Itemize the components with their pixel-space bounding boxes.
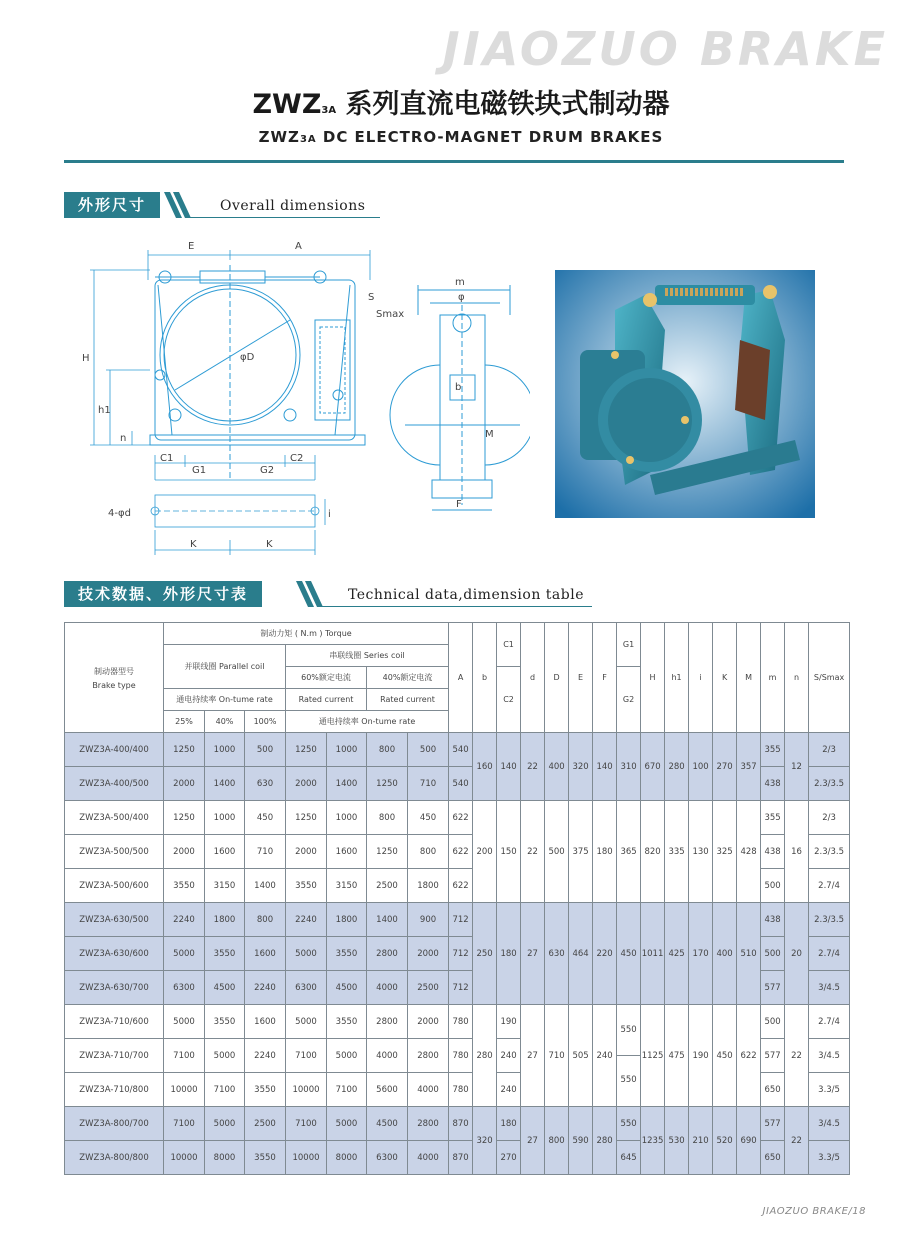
cell: 8000	[205, 1141, 245, 1175]
cell: 4500	[327, 971, 367, 1005]
cell-d: 27	[521, 1005, 545, 1107]
header-F: F	[593, 623, 617, 733]
cell: 1000	[327, 733, 367, 767]
cell-s: 2/3	[809, 733, 850, 767]
cell: 710	[408, 767, 449, 801]
dim-label-F: F	[456, 499, 462, 510]
header-A: A	[449, 623, 473, 733]
cell-s: 2.3/3.5	[809, 835, 850, 869]
cell: 7100	[164, 1107, 205, 1141]
header-S: S/Smax	[809, 623, 850, 733]
cell: 1600	[205, 835, 245, 869]
cell: 2240	[245, 1039, 286, 1073]
cell: 630	[245, 767, 286, 801]
dim-label-d: 4-φd	[108, 508, 131, 519]
header-E: E	[569, 623, 593, 733]
header-h1: h1	[665, 623, 689, 733]
dim-label-S: S	[368, 292, 375, 303]
cell: 5000	[286, 937, 327, 971]
cell: 800	[367, 801, 408, 835]
cell: 3550	[245, 1073, 286, 1107]
cell-m: 650	[761, 1141, 785, 1175]
cell: 1800	[327, 903, 367, 937]
cell: 7100	[205, 1073, 245, 1107]
cell-E: 375	[569, 801, 593, 903]
cell: 1400	[205, 767, 245, 801]
title-model-sub: 3A	[321, 105, 337, 116]
cell: 1600	[245, 937, 286, 971]
dim-label-E: E	[188, 241, 195, 252]
section-overall-dimensions	[64, 192, 384, 218]
cell-type: ZWZ3A-400/400	[65, 733, 164, 767]
title-model: ZWZ	[252, 89, 322, 120]
cell-A: 712	[449, 903, 473, 937]
cell: 3550	[327, 1005, 367, 1039]
section-label-en: Overall dimensions	[220, 198, 366, 214]
cell: 10000	[286, 1141, 327, 1175]
cell: 5600	[367, 1073, 408, 1107]
cell-n: 20	[785, 903, 809, 1005]
header-K: K	[713, 623, 737, 733]
cell-D: 400	[545, 733, 569, 801]
header-series-coil: 串联线圈 Series coil	[286, 645, 449, 667]
cell-m: 500	[761, 937, 785, 971]
cell-m: 438	[761, 835, 785, 869]
product-photo	[555, 270, 815, 518]
cell-s: 2.7/4	[809, 937, 850, 971]
cell: 800	[367, 733, 408, 767]
cell-D: 800	[545, 1107, 569, 1175]
cell-type: ZWZ3A-710/600	[65, 1005, 164, 1039]
cell-n: 16	[785, 801, 809, 903]
cell: 2800	[367, 937, 408, 971]
cell-C: 180	[497, 903, 521, 1005]
cell: 1600	[245, 1005, 286, 1039]
cell-F: 240	[593, 1005, 617, 1107]
cell-m: 577	[761, 971, 785, 1005]
header-D: D	[545, 623, 569, 733]
cell-type: ZWZ3A-630/500	[65, 903, 164, 937]
table-row	[65, 733, 850, 767]
cell-m: 438	[761, 767, 785, 801]
dim-label-b: b	[455, 382, 462, 393]
table-row	[65, 1107, 850, 1141]
cell-A: 870	[449, 1141, 473, 1175]
header-H: H	[641, 623, 665, 733]
table-row	[65, 1005, 850, 1039]
cell-type: ZWZ3A-710/800	[65, 1073, 164, 1107]
cell: 5000	[164, 937, 205, 971]
dim-label-K2: K	[266, 539, 273, 550]
header-n: n	[785, 623, 809, 733]
cell: 2240	[245, 971, 286, 1005]
cell: 1250	[164, 733, 205, 767]
cell: 500	[408, 733, 449, 767]
cell-s: 3/4.5	[809, 1107, 850, 1141]
cell: 1400	[367, 903, 408, 937]
cell-s: 3.3/5	[809, 1141, 850, 1175]
cell-m: 355	[761, 801, 785, 835]
cell-A: 870	[449, 1107, 473, 1141]
slash-decoration-icon	[292, 581, 324, 607]
section-underline	[188, 217, 380, 218]
cell-K: 520	[713, 1107, 737, 1175]
cell-E: 320	[569, 733, 593, 801]
cell-G: 310	[617, 733, 641, 801]
cell: 1250	[367, 767, 408, 801]
cell-F: 280	[593, 1107, 617, 1175]
dim-label-h1: h1	[98, 405, 111, 416]
page-title-cn	[0, 82, 922, 121]
cell-i: 210	[689, 1107, 713, 1175]
header-b: b	[473, 623, 497, 733]
cell: 900	[408, 903, 449, 937]
cell-s: 3.3/5	[809, 1073, 850, 1107]
cell: 2500	[245, 1107, 286, 1141]
cell: 3550	[205, 1005, 245, 1039]
cell-D: 710	[545, 1005, 569, 1107]
cell-F: 220	[593, 903, 617, 1005]
cell: 1000	[205, 733, 245, 767]
cell-h1: 475	[665, 1005, 689, 1107]
cell: 3550	[327, 937, 367, 971]
table-row	[65, 801, 850, 835]
cell: 1800	[205, 903, 245, 937]
cell-h1: 335	[665, 801, 689, 903]
page-title-en	[0, 128, 922, 146]
cell-A: 540	[449, 767, 473, 801]
header-G2: G2	[617, 667, 641, 733]
cell: 3550	[205, 937, 245, 971]
cell: 7100	[164, 1039, 205, 1073]
header-rated-40: 40%额定电流	[367, 667, 449, 689]
dim-label-m: m	[455, 277, 465, 288]
cell: 1250	[367, 835, 408, 869]
cell-F: 180	[593, 801, 617, 903]
cell-s: 2.3/3.5	[809, 903, 850, 937]
cell: 2800	[367, 1005, 408, 1039]
section-label-cn: 技术数据、外形尺寸表	[64, 581, 262, 607]
cell-type: ZWZ3A-630/700	[65, 971, 164, 1005]
cell-G: 365	[617, 801, 641, 903]
cell-m: 577	[761, 1039, 785, 1073]
brand-watermark: JIAOZUO BRAKE	[442, 22, 888, 76]
cell: 10000	[286, 1073, 327, 1107]
cell-s: 2.7/4	[809, 1005, 850, 1039]
cell-A: 622	[449, 869, 473, 903]
cell: 1400	[327, 767, 367, 801]
dimension-drawing	[80, 235, 530, 565]
cell: 5000	[205, 1039, 245, 1073]
header-m: m	[761, 623, 785, 733]
cell: 5000	[327, 1039, 367, 1073]
cell-A: 780	[449, 1005, 473, 1039]
cell-type: ZWZ3A-630/600	[65, 937, 164, 971]
cell: 5000	[205, 1107, 245, 1141]
cell-G: 550	[617, 1107, 641, 1141]
cell-m: 355	[761, 733, 785, 767]
cell: 1250	[286, 801, 327, 835]
cell-M: 357	[737, 733, 761, 801]
cell: 6300	[286, 971, 327, 1005]
cell: 2000	[164, 835, 205, 869]
cell: 1600	[327, 835, 367, 869]
header-parallel-coil: 并联线圈 Parallel coil	[164, 645, 286, 689]
cell: 450	[245, 801, 286, 835]
cell-M: 690	[737, 1107, 761, 1175]
cell-n: 22	[785, 1107, 809, 1175]
cell: 4500	[367, 1107, 408, 1141]
cell-s: 2.3/3.5	[809, 767, 850, 801]
cell-h1: 425	[665, 903, 689, 1005]
section-technical-data	[64, 581, 594, 607]
cell-K: 270	[713, 733, 737, 801]
cell: 7100	[286, 1039, 327, 1073]
header-C1: C1	[497, 623, 521, 667]
cell: 10000	[164, 1073, 205, 1107]
cell-type: ZWZ3A-800/800	[65, 1141, 164, 1175]
cell: 1800	[408, 869, 449, 903]
cell-C: 180	[497, 1107, 521, 1141]
header-C2: C2	[497, 667, 521, 733]
cell-G-split	[617, 1005, 641, 1107]
cell-D: 500	[545, 801, 569, 903]
cell-s: 3/4.5	[809, 971, 850, 1005]
cell-d: 27	[521, 903, 545, 1005]
cell-b: 200	[473, 801, 497, 903]
cell-type: ZWZ3A-500/400	[65, 801, 164, 835]
cell: 3550	[245, 1141, 286, 1175]
cell-type: ZWZ3A-400/500	[65, 767, 164, 801]
cell-H: 1125	[641, 1005, 665, 1107]
cell: 2000	[286, 835, 327, 869]
cell-n: 12	[785, 733, 809, 801]
title-cn-text: 系列直流电磁铁块式制动器	[345, 89, 670, 120]
cell: 5000	[327, 1107, 367, 1141]
cell: 4000	[408, 1141, 449, 1175]
cell-F: 140	[593, 733, 617, 801]
cell: 4500	[205, 971, 245, 1005]
cell-G: 645	[617, 1141, 641, 1175]
cell: 1400	[245, 869, 286, 903]
table-row	[65, 903, 850, 937]
cell-H: 1235	[641, 1107, 665, 1175]
cell-G2: 550	[620, 1075, 637, 1085]
cell: 2500	[408, 971, 449, 1005]
cell-H: 670	[641, 733, 665, 801]
dim-label-C1: C1	[160, 453, 174, 464]
cell-K: 400	[713, 903, 737, 1005]
cell-C: 240	[497, 1039, 521, 1073]
dim-label-A: A	[295, 241, 302, 252]
header-rated-current-2: Rated current	[367, 689, 449, 711]
cell-i: 190	[689, 1005, 713, 1107]
cell: 4000	[367, 1039, 408, 1073]
cell-K: 450	[713, 1005, 737, 1107]
cell: 2000	[408, 937, 449, 971]
cell-K: 325	[713, 801, 737, 903]
front-view	[150, 265, 365, 480]
header-on-time-rate-parallel: 通电持续率 On-tume rate	[164, 689, 286, 711]
cell-m: 650	[761, 1073, 785, 1107]
cell-m: 500	[761, 869, 785, 903]
header-brake-type-en: Brake type	[92, 680, 136, 690]
dim-label-M: M	[485, 429, 494, 440]
cell-C: 140	[497, 733, 521, 801]
cell-h1: 280	[665, 733, 689, 801]
cell-type: ZWZ3A-710/700	[65, 1039, 164, 1073]
header-brake-type	[65, 623, 164, 733]
cell: 3550	[286, 869, 327, 903]
dim-label-H: H	[82, 353, 90, 364]
cell-M: 428	[737, 801, 761, 903]
header-p40: 40%	[205, 711, 245, 733]
cell: 2800	[408, 1107, 449, 1141]
cell-i: 170	[689, 903, 713, 1005]
cell-b: 320	[473, 1107, 497, 1175]
cell: 7100	[327, 1073, 367, 1107]
cell-type: ZWZ3A-500/600	[65, 869, 164, 903]
cell: 10000	[164, 1141, 205, 1175]
cell-b: 280	[473, 1005, 497, 1107]
cell-C: 190	[497, 1005, 521, 1039]
cell: 3150	[327, 869, 367, 903]
cell: 2000	[286, 767, 327, 801]
cell: 6300	[164, 971, 205, 1005]
header-d: d	[521, 623, 545, 733]
dim-label-C2: C2	[290, 453, 304, 464]
cell-m: 500	[761, 1005, 785, 1039]
dim-label-n: n	[120, 433, 127, 444]
header-rated-current-1: Rated current	[286, 689, 367, 711]
cell: 3150	[205, 869, 245, 903]
title-en-model: ZWZ	[258, 128, 300, 146]
cell-b: 250	[473, 903, 497, 1005]
header-torque: 制动力矩 ( N.m ) Torque	[164, 623, 449, 645]
cell-s: 3/4.5	[809, 1039, 850, 1073]
cell-A: 780	[449, 1073, 473, 1107]
cell-G: 450	[617, 903, 641, 1005]
cell-b: 160	[473, 733, 497, 801]
cell-d: 22	[521, 801, 545, 903]
cell: 800	[408, 835, 449, 869]
title-en-text: DC ELECTRO-MAGNET DRUM BRAKES	[322, 128, 664, 146]
cell: 6300	[367, 1141, 408, 1175]
cell: 5000	[286, 1005, 327, 1039]
cell: 4000	[367, 971, 408, 1005]
cell-C: 270	[497, 1141, 521, 1175]
header-brake-type-cn: 制动器型号	[94, 666, 134, 676]
title-en-model-sub: 3A	[299, 134, 317, 145]
cell: 1000	[205, 801, 245, 835]
cell: 1000	[327, 801, 367, 835]
cell-d: 27	[521, 1107, 545, 1175]
cell-i: 130	[689, 801, 713, 903]
technical-data-table	[64, 622, 850, 1175]
cell: 710	[245, 835, 286, 869]
side-view	[390, 285, 530, 510]
cell-H: 820	[641, 801, 665, 903]
cell-m: 577	[761, 1107, 785, 1141]
cell: 3550	[164, 869, 205, 903]
cell-type: ZWZ3A-500/500	[65, 835, 164, 869]
cell-A: 780	[449, 1039, 473, 1073]
cell: 2500	[367, 869, 408, 903]
cell-h1: 530	[665, 1107, 689, 1175]
cell-type: ZWZ3A-800/700	[65, 1107, 164, 1141]
header-p100: 100%	[245, 711, 286, 733]
cell: 8000	[327, 1141, 367, 1175]
dim-label-D: φD	[240, 352, 255, 363]
cell-H: 1011	[641, 903, 665, 1005]
cell-E: 505	[569, 1005, 593, 1107]
cell: 2240	[164, 903, 205, 937]
cell-n: 22	[785, 1005, 809, 1107]
dim-label-G1: G1	[192, 465, 207, 476]
cell-s: 2.7/4	[809, 869, 850, 903]
slash-decoration-icon	[160, 192, 192, 218]
header-M: M	[737, 623, 761, 733]
cell-A: 540	[449, 733, 473, 767]
cell: 2000	[164, 767, 205, 801]
title-divider	[64, 160, 844, 163]
cell: 7100	[286, 1107, 327, 1141]
header-rated-60: 60%额定电流	[286, 667, 367, 689]
cell: 1250	[164, 801, 205, 835]
cell-A: 622	[449, 835, 473, 869]
header-G1: G1	[617, 623, 641, 667]
cell-C: 240	[497, 1073, 521, 1107]
dim-label-phi: φ	[458, 292, 465, 303]
header-on-time-rate-series: 通电持续率 On-tume rate	[286, 711, 449, 733]
cell: 800	[245, 903, 286, 937]
header-i: i	[689, 623, 713, 733]
cell: 450	[408, 801, 449, 835]
page-footer: JIAOZUO BRAKE/18	[762, 1206, 866, 1217]
cell-A: 712	[449, 971, 473, 1005]
dim-label-K1: K	[190, 539, 197, 550]
cell: 5000	[164, 1005, 205, 1039]
cell: 500	[245, 733, 286, 767]
dim-label-i: i	[328, 509, 331, 520]
cell: 1250	[286, 733, 327, 767]
cell-M: 510	[737, 903, 761, 1005]
cell: 2800	[408, 1039, 449, 1073]
cell-G1: 550	[617, 1006, 640, 1056]
cell-i: 100	[689, 733, 713, 801]
cell: 2000	[408, 1005, 449, 1039]
section-label-en: Technical data,dimension table	[348, 587, 585, 603]
cell-d: 22	[521, 733, 545, 801]
section-label-cn: 外形尺寸	[64, 192, 160, 218]
section-underline	[320, 606, 592, 607]
cell-M: 622	[737, 1005, 761, 1107]
cell: 4000	[408, 1073, 449, 1107]
cell: 2240	[286, 903, 327, 937]
dim-label-G2: G2	[260, 465, 275, 476]
cell-A: 712	[449, 937, 473, 971]
cell-s: 2/3	[809, 801, 850, 835]
dim-label-Smax: Smax	[376, 309, 405, 320]
header-p25: 25%	[164, 711, 205, 733]
cell-m: 438	[761, 903, 785, 937]
cell-C: 150	[497, 801, 521, 903]
cell-D: 630	[545, 903, 569, 1005]
cell-E: 464	[569, 903, 593, 1005]
cell-A: 622	[449, 801, 473, 835]
cell-E: 590	[569, 1107, 593, 1175]
